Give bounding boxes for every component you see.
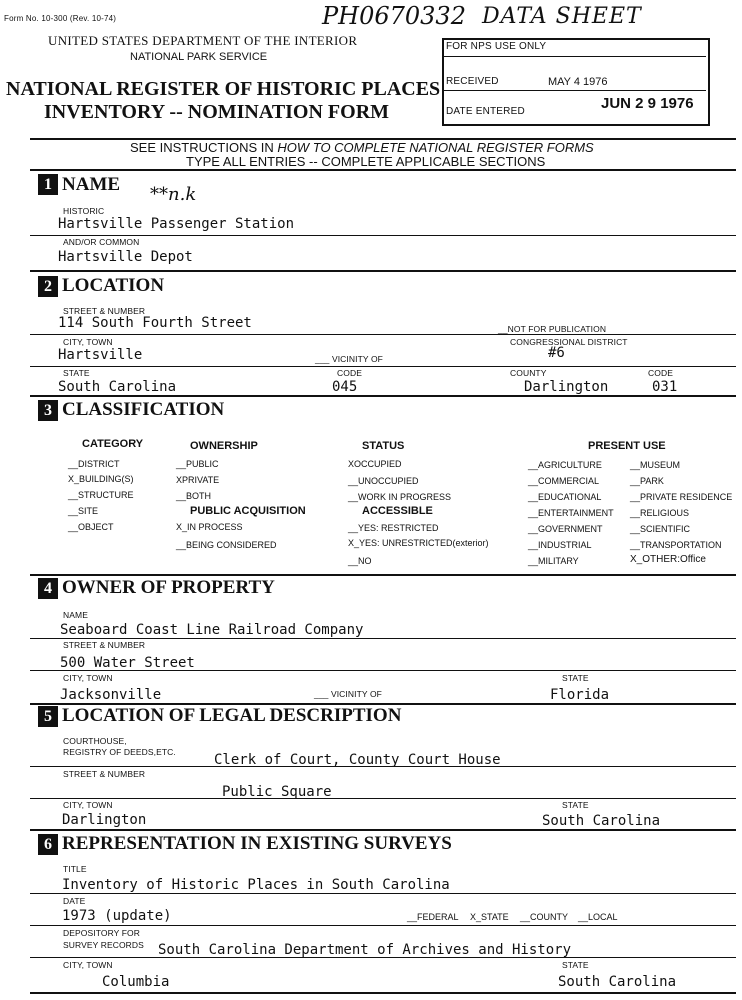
status-header: STATUS	[362, 440, 405, 452]
street-label: STREET & NUMBER	[63, 306, 146, 316]
county-label: COUNTY	[510, 368, 547, 378]
use-military[interactable]: __MILITARY	[528, 556, 579, 566]
survey-title-value: Inventory of Historic Places in South Carolina	[62, 877, 450, 893]
code2-label: CODE	[648, 368, 673, 378]
state-label: STATE	[63, 368, 90, 378]
survey-state-label: STATE	[562, 960, 589, 970]
section-5-number: 5	[38, 706, 58, 727]
cat-structure[interactable]: __STRUCTURE	[68, 490, 134, 500]
level-federal[interactable]: __FEDERAL	[407, 912, 459, 922]
access-restricted[interactable]: __YES: RESTRICTED	[348, 523, 439, 533]
use-other[interactable]: X_OTHER:Office	[630, 554, 706, 565]
depository-label-1: DEPOSITORY FOR	[63, 928, 140, 938]
cat-site[interactable]: __SITE	[68, 506, 99, 516]
instructions-line2: TYPE ALL ENTRIES -- COMPLETE APPLICABLE SECTIONS	[186, 154, 546, 169]
accessible-header: ACCESSIBLE	[362, 505, 433, 517]
form-title-line1: NATIONAL REGISTER OF HISTORIC PLACES	[6, 78, 441, 100]
use-agriculture[interactable]: __AGRICULTURE	[528, 460, 602, 470]
level-local[interactable]: __LOCAL	[578, 912, 618, 922]
legal-state-label: STATE	[562, 800, 589, 810]
acq-in-process[interactable]: X_IN PROCESS	[176, 522, 243, 532]
category-header: CATEGORY	[82, 438, 144, 450]
legal-city-label: CITY, TOWN	[63, 800, 113, 810]
legal-city-value: Darlington	[62, 812, 147, 828]
present-use-header: PRESENT USE	[588, 440, 666, 452]
state-code-value: 045	[332, 379, 358, 395]
acquisition-header: PUBLIC ACQUISITION	[190, 505, 306, 517]
state-value: South Carolina	[58, 379, 177, 395]
congressional-label: CONGRESSIONAL DISTRICT	[510, 337, 628, 347]
survey-date-value: 1973 (update)	[62, 908, 172, 924]
received-label: RECEIVED	[446, 76, 499, 87]
city-value: Hartsville	[58, 347, 143, 363]
status-occupied[interactable]: XOCCUPIED	[348, 459, 402, 469]
use-government[interactable]: __GOVERNMENT	[528, 524, 603, 534]
code-label: CODE	[337, 368, 362, 378]
common-name: Hartsville Depot	[58, 249, 193, 265]
status-unoccupied[interactable]: __UNOCCUPIED	[348, 476, 419, 486]
form-number: Form No. 10-300 (Rev. 10-74)	[4, 14, 117, 23]
use-museum[interactable]: __MUSEUM	[630, 460, 681, 470]
common-label: AND/OR COMMON	[63, 237, 140, 247]
own-both[interactable]: __BOTH	[176, 491, 212, 501]
section-4-number: 4	[38, 578, 58, 599]
cat-buildings[interactable]: X_BUILDING(S)	[68, 474, 134, 484]
courthouse-label-2: REGISTRY OF DEEDS,ETC.	[63, 747, 176, 757]
street-value: 114 South Fourth Street	[58, 315, 252, 331]
survey-state-value: South Carolina	[558, 974, 677, 990]
owner-street-value: 500 Water Street	[60, 655, 195, 671]
nps-box-title: FOR NPS USE ONLY	[446, 41, 547, 52]
county-code-value: 031	[652, 379, 678, 395]
section-1-title: NAME	[62, 174, 121, 195]
county-value: Darlington	[524, 379, 609, 395]
cat-district[interactable]: __DISTRICT	[68, 459, 120, 469]
congressional-value: #6	[548, 345, 565, 361]
owner-street-label: STREET & NUMBER	[63, 640, 146, 650]
owner-city-value: Jacksonville	[60, 687, 162, 703]
survey-city-label: CITY, TOWN	[63, 960, 113, 970]
use-educational[interactable]: __EDUCATIONAL	[528, 492, 602, 502]
use-park[interactable]: __PARK	[630, 476, 664, 486]
depository-label-2: SURVEY RECORDS	[63, 940, 144, 950]
survey-city-value: Columbia	[102, 974, 170, 990]
owner-state-value: Florida	[550, 687, 610, 703]
survey-date-label: DATE	[63, 896, 86, 906]
status-work-in-progress[interactable]: __WORK IN PROGRESS	[348, 492, 452, 502]
use-private-residence[interactable]: __PRIVATE RESIDENCE	[630, 492, 733, 502]
vicinity-of: ___ VICINITY OF	[315, 354, 383, 364]
section-3-number: 3	[38, 400, 58, 421]
level-county[interactable]: __COUNTY	[520, 912, 569, 922]
owner-vicinity-of: ___ VICINITY OF	[314, 689, 382, 699]
use-commercial[interactable]: __COMMERCIAL	[528, 476, 600, 486]
city-label: CITY, TOWN	[63, 337, 113, 347]
level-state[interactable]: X_STATE	[470, 912, 509, 922]
courthouse-label-1: COURTHOUSE,	[63, 736, 127, 746]
department-name: UNITED STATES DEPARTMENT OF THE INTERIOR	[48, 33, 358, 48]
section-2-number: 2	[38, 276, 58, 297]
received-stamp: MAY 4 1976	[548, 76, 608, 88]
section-6-number: 6	[38, 834, 58, 855]
use-industrial[interactable]: __INDUSTRIAL	[528, 540, 592, 550]
section-6-title: REPRESENTATION IN EXISTING SURVEYS	[62, 833, 452, 854]
owner-name-value: Seaboard Coast Line Railroad Company	[60, 622, 364, 638]
ownership-header: OWNERSHIP	[190, 440, 258, 452]
use-religious[interactable]: __RELIGIOUS	[630, 508, 690, 518]
use-transportation[interactable]: __TRANSPORTATION	[630, 540, 722, 550]
not-for-publication: __NOT FOR PUBLICATION	[498, 324, 607, 334]
depository-value: South Carolina Department of Archives and History	[158, 942, 572, 958]
form-title-line2: INVENTORY -- NOMINATION FORM	[44, 101, 390, 123]
survey-title-label: TITLE	[63, 864, 87, 874]
owner-name-label: NAME	[63, 610, 88, 620]
legal-state-value: South Carolina	[542, 813, 661, 829]
date-entered-stamp: JUN 2 9 1976	[601, 95, 694, 112]
handwritten-note: DATA SHEET	[482, 4, 642, 29]
handwritten-id: PH0670332	[322, 2, 466, 30]
access-unrestricted[interactable]: X_YES: UNRESTRICTED(exterior)	[348, 538, 489, 548]
section-3-title: CLASSIFICATION	[62, 399, 225, 420]
section-2-title: LOCATION	[62, 275, 165, 296]
use-entertainment[interactable]: __ENTERTAINMENT	[528, 508, 614, 518]
own-public[interactable]: __PUBLIC	[176, 459, 219, 469]
cat-object[interactable]: __OBJECT	[68, 522, 114, 532]
own-private[interactable]: XPRIVATE	[176, 475, 220, 485]
initials-scribble: **n.k	[150, 184, 197, 205]
section-4-title: OWNER OF PROPERTY	[62, 577, 275, 598]
access-no[interactable]: __NO	[348, 556, 372, 566]
date-entered-label: DATE ENTERED	[446, 106, 525, 117]
section-5-title: LOCATION OF LEGAL DESCRIPTION	[62, 705, 402, 726]
section-1-number: 1	[38, 174, 58, 195]
owner-state-label: STATE	[562, 673, 589, 683]
instructions-line1: SEE INSTRUCTIONS IN HOW TO COMPLETE NATIONAL REGISTER FORMS	[130, 140, 594, 155]
legal-street-value: Public Square	[222, 784, 332, 800]
owner-city-label: CITY, TOWN	[63, 673, 113, 683]
acq-being-considered[interactable]: __BEING CONSIDERED	[176, 540, 277, 550]
historic-name: Hartsville Passenger Station	[58, 216, 295, 232]
service-name: NATIONAL PARK SERVICE	[130, 51, 268, 63]
legal-street-label: STREET & NUMBER	[63, 769, 146, 779]
courthouse-value: Clerk of Court, County Court House	[214, 752, 501, 768]
historic-label: HISTORIC	[63, 206, 105, 216]
use-scientific[interactable]: __SCIENTIFIC	[630, 524, 691, 534]
